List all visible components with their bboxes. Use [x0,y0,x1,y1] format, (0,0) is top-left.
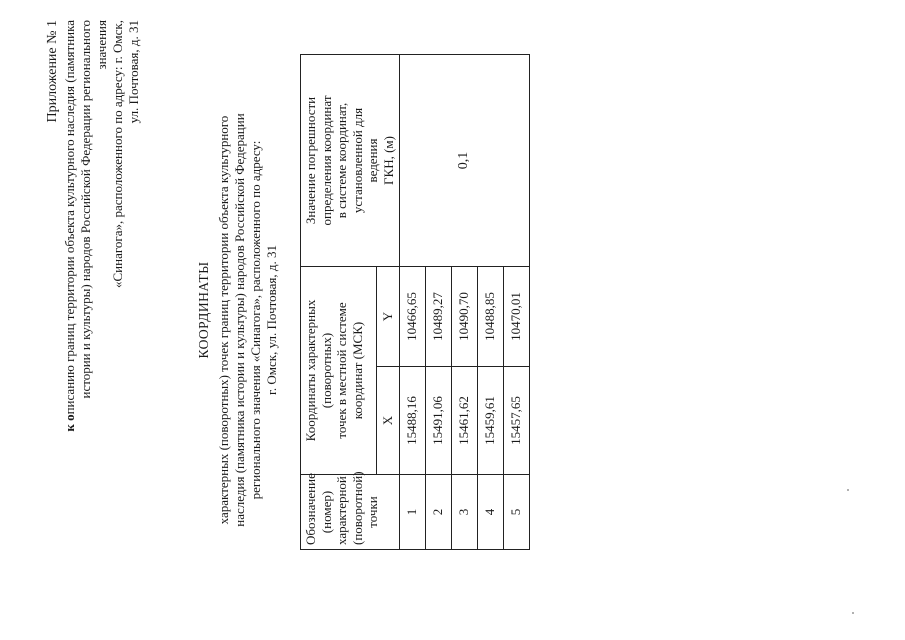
intro-line-3: регионального значения «Синагога», расположенного по адресу: [247,140,263,500]
y-value: 10488,85 [477,266,503,366]
accuracy-header: Значение погрешности определения координат в системе координат, установленной для ведения ГКН, (м) [301,54,400,266]
x-column-header: X [376,367,399,475]
point-id-header: Обозначение (номер) характерной (поворотной) точки [301,475,400,550]
point-number: 1 [399,475,425,550]
y-column-header: Y [376,266,399,366]
document-title: КООРДИНАТЫ [196,261,211,359]
coordinates-table [300,54,530,550]
header-line-5: ул. Почтовая, д. 31 [125,20,141,124]
appendix-header [44,20,141,600]
x-value: 15461,62 [451,367,477,475]
point-number: 5 [503,475,529,550]
coordinates-header: Координаты характерных (поворотных) точек в местной системе координат (МСК) [301,266,377,474]
point-number: 2 [425,475,451,550]
y-value: 10466,65 [399,266,425,366]
point-number: 3 [451,475,477,550]
header-line-3: значения [93,20,109,70]
x-value: 15457,65 [503,367,529,475]
y-value: 10470,01 [503,266,529,366]
table-row [399,54,425,549]
intro-line-1: характерных (поворотных) точек границ территории объекта культурного [216,115,231,525]
y-value: 10490,70 [451,266,477,366]
x-value: 15459,61 [477,367,503,475]
x-value: 15488,16 [399,367,425,475]
x-value: 15491,06 [425,367,451,475]
header-line-2: истории и культуры) народов Российской Федерации регионального [77,20,93,399]
header-line-1: к описанию границ территории объекта культурного наследия (памятника [62,20,78,432]
scan-speck [852,612,854,614]
header-line-4: «Синагога», расположенного по адресу: г. Омск, [109,20,125,288]
y-value: 10489,27 [425,266,451,366]
intro-line-2: наследия (памятника истории и культуры) народов Российской Федерации [231,113,247,527]
address-line: г. Омск, ул. Почтовая, д. 31 [263,245,279,395]
accuracy-value: 0,1 [399,54,529,266]
intro-paragraph [216,25,279,615]
point-number: 4 [477,475,503,550]
appendix-number: Приложение № 1 [45,20,60,123]
scan-speck [847,489,849,491]
